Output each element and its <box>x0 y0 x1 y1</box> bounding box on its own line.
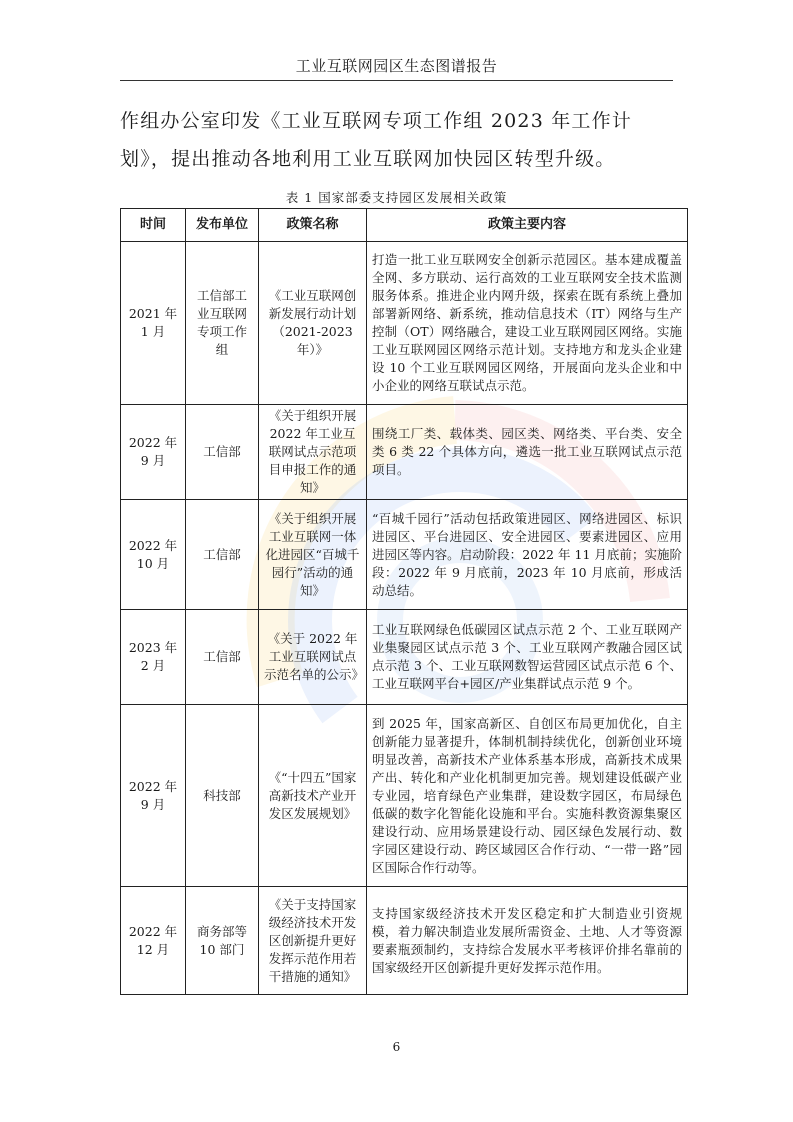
cell-name: 《关于组织开展 2022 年工业互联网试点示范项目申报工作的通知》 <box>259 405 367 500</box>
cell-org: 科技部 <box>186 705 259 887</box>
page-number: 6 <box>392 1040 401 1054</box>
column-header-org: 发布单位 <box>186 209 259 242</box>
cell-time: 2023 年 2 月 <box>121 610 186 705</box>
cell-org: 工信部工业互联网专项工作组 <box>186 242 259 405</box>
cell-org: 工信部 <box>186 405 259 500</box>
header-rule <box>120 80 673 81</box>
table-caption: 表 1 国家部委支持园区发展相关政策 <box>285 190 508 205</box>
table-row <box>121 242 688 405</box>
column-header-name: 政策名称 <box>259 209 367 242</box>
intro-paragraph: 作组办公室印发《工业互联网专项工作组 2023 年工作计划》，提出推动各地利用工业互联网加快园区转型升级。 <box>120 110 633 170</box>
cell-content: 到 2025 年，国家高新区、自创区布局更加优化，自主创新能力显著提升，体制机制持续优化，创新创业环境明显改善，高新技术产业体系基本形成，高新技术成果产出、转化和产业化机制更加完善。规划建设低碳产业专业园，培育绿色产业集群，建设数字园区，布局绿色低碳的数字化智能化设施和平台。实施科教资源集聚区建设行动、应用场景建设行动、园区绿色发展行动、数字园区建设行动、跨区域园区合作行动、“一带一路”园区国际合作行动等。 <box>367 705 688 887</box>
cell-time: 2022 年 9 月 <box>121 405 186 500</box>
table-row <box>121 705 688 887</box>
column-header-content: 政策主要内容 <box>367 209 688 242</box>
table-row <box>121 610 688 705</box>
cell-org: 工信部 <box>186 500 259 610</box>
cell-time: 2021 年 1 月 <box>121 242 186 405</box>
cell-name: 《工业互联网创新发展行动计划（2021-2023 年）》 <box>259 242 367 405</box>
cell-content: 工业互联网绿色低碳园区试点示范 2 个、工业互联网产业集聚园区试点示范 3 个、工业互联网产教融合园区试点示范 3 个、工业互联网数智运营园区试点示范 6 个、工业互联网平台+园区/产业集群试点示范 9 个。 <box>367 610 688 705</box>
cell-content: 支持国家级经济技术开发区稳定和扩大制造业引资规模，着力解决制造业发展所需资金、土地、人才等资源要素瓶颈制约，支持综合发展水平考核评价排名靠前的国家级经开区创新提升更好发挥示范作用。 <box>367 887 688 995</box>
cell-time: 2022 年 9 月 <box>121 705 186 887</box>
cell-org: 商务部等 10 部门 <box>186 887 259 995</box>
table-header-row <box>121 209 688 242</box>
cell-name: 《关于组织开展工业互联网一体化进园区“百城千园行”活动的通知》 <box>259 500 367 610</box>
policy-table <box>120 208 688 995</box>
cell-name: 《“十四五”国家高新技术产业开发区发展规划》 <box>259 705 367 887</box>
table-row <box>121 887 688 995</box>
cell-content: 围绕工厂类、载体类、园区类、网络类、平台类、安全类 6 类 22 个具体方向，遴选一批工业互联网试点示范项目。 <box>367 405 688 500</box>
cell-name: 《关于 2022 年工业互联网试点示范名单的公示》 <box>259 610 367 705</box>
cell-name: 《关于支持国家级经济技术开发区创新提升更好发挥示范作用若干措施的通知》 <box>259 887 367 995</box>
running-header: 工业互联网园区生态图谱报告 <box>295 57 498 75</box>
table-row <box>121 500 688 610</box>
cell-time: 2022 年 10 月 <box>121 500 186 610</box>
cell-content: 打造一批工业互联网安全创新示范园区。基本建成覆盖全网、多方联动、运行高效的工业互联网安全技术监测服务体系。推进企业内网升级，探索在既有系统上叠加部署新网络、新系统，推动信息技术（IT）网络与生产控制（OT）网络融合，建设工业互联网园区网络。实施工业互联网园区网络示范计划。支持地方和龙头企业建设 10 个工业互联网园区网络，开展面向龙头企业和中小企业的网络互联试点示范。 <box>367 242 688 405</box>
cell-org: 工信部 <box>186 610 259 705</box>
column-header-time: 时间 <box>121 209 186 242</box>
cell-time: 2022 年 12 月 <box>121 887 186 995</box>
table-row <box>121 405 688 500</box>
cell-content: “百城千园行”活动包括政策进园区、网络进园区、标识进园区、平台进园区、安全进园区、要素进园区、应用进园区等内容。启动阶段：2022 年 11 月底前；实施阶段：2022 年 9 月底前，2023 年 10 月底前，形成活动总结。 <box>367 500 688 610</box>
